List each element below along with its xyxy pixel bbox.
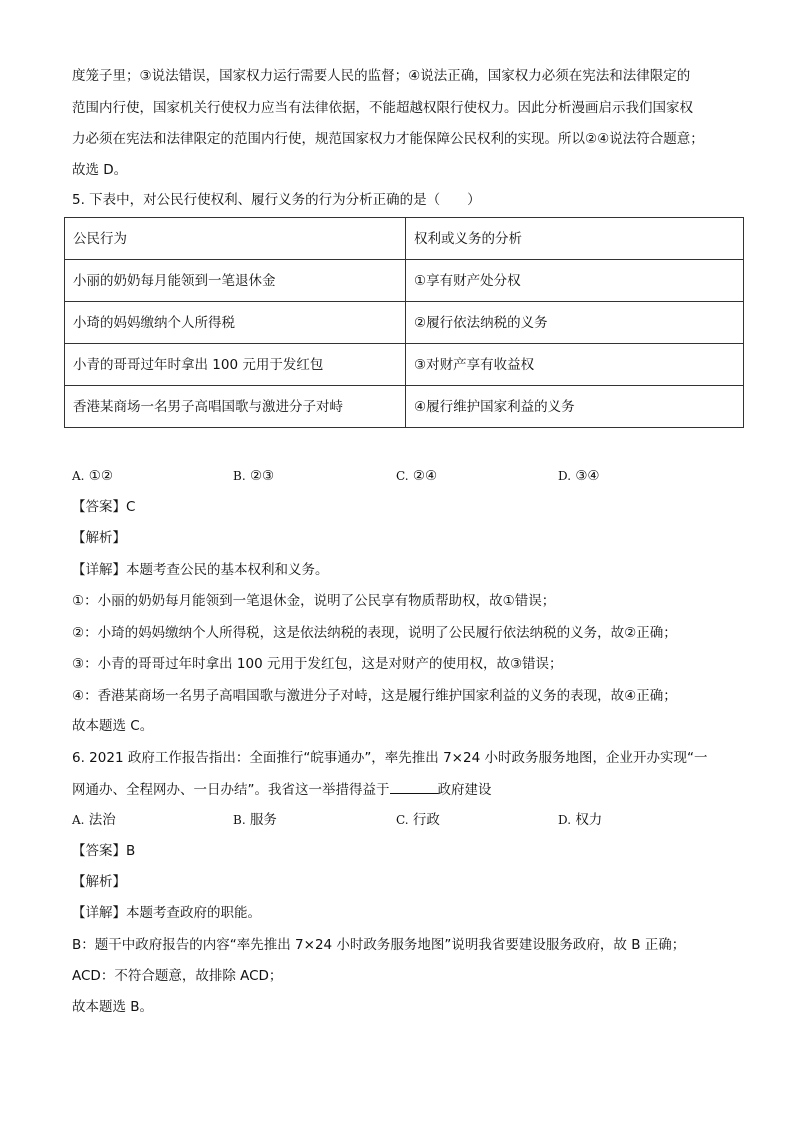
stem-text: 网通办、全程网办、一日办结”。我省这一举措得益于 — [72, 782, 390, 798]
question-6-answer — [72, 841, 135, 861]
answer-blank — [390, 779, 438, 794]
table-header-cell: 权利或义务的分析 — [406, 218, 744, 260]
stem-text: 政府建设 — [437, 782, 492, 798]
question-5-detail — [72, 560, 329, 580]
explanation-line: ④：香港某商场一名男子高唱国歌与激进分子对峙，这是履行维护国家利益的义务的表现，故④正确； — [72, 688, 677, 704]
option-text: ③④ — [575, 468, 600, 484]
table-row — [65, 302, 744, 344]
option-text: 服务 — [249, 812, 277, 828]
detail-label: 【详解】 — [72, 562, 126, 578]
option-text: 权力 — [575, 812, 603, 828]
question-5-option-d — [558, 466, 600, 486]
option-letter: A. — [72, 469, 85, 483]
explanation-line: ①：小丽的奶奶每月能领到一笔退休金，说明了公民享有物质帮助权，故①错误； — [72, 593, 556, 609]
intro-line: 故选 D。 — [72, 162, 128, 178]
question-5-analysis-label: 【解析】 — [72, 530, 126, 546]
table-cell: ④履行维护国家利益的义务 — [406, 386, 744, 428]
table-cell: 小青的哥哥过年时拿出 100 元用于发红包 — [65, 344, 406, 386]
table-header-row — [65, 218, 744, 260]
option-letter: C. — [396, 469, 409, 483]
question-5-option-a — [72, 466, 113, 486]
question-5-option-c — [396, 466, 437, 486]
question-6-detail — [72, 903, 261, 923]
question-6-option-c — [396, 810, 440, 830]
detail-label: 【详解】 — [72, 905, 126, 921]
answer-value: C — [126, 499, 136, 515]
option-text: ①② — [88, 468, 113, 484]
table-row — [65, 260, 744, 302]
option-text: ②③ — [249, 468, 275, 484]
option-letter: A. — [72, 813, 85, 827]
option-letter: D. — [558, 813, 572, 827]
table-row — [65, 344, 744, 386]
option-text: ②④ — [412, 468, 438, 484]
question-6-option-b — [233, 810, 277, 830]
question-5-option-b — [233, 466, 274, 486]
explanation-line: ③：小青的哥哥过年时拿出 100 元用于发红包，这是对财产的使用权，故③错误； — [72, 656, 563, 672]
answer-label: 【答案】 — [72, 843, 126, 859]
question-5-table — [64, 217, 744, 428]
conclusion-line: 故本题选 B。 — [72, 999, 154, 1015]
explanation-line: B：题干中政府报告的内容“率先推出 7×24 小时政务服务地图”说明我省要建设服务政府，故 B 正确； — [72, 937, 686, 953]
table-cell: ②履行依法纳税的义务 — [406, 302, 744, 344]
question-6-analysis-label: 【解析】 — [72, 874, 126, 890]
option-letter: D. — [558, 469, 572, 483]
option-letter: C. — [396, 813, 409, 827]
explanation-line: ACD：不符合题意，故排除 ACD； — [72, 968, 283, 984]
table-cell: 香港某商场一名男子高唱国歌与激进分子对峙 — [65, 386, 406, 428]
intro-line: 范围内行使，国家机关行使权力应当有法律依据，不能超越权限行使权力。因此分析漫画启示我们国家权 — [72, 100, 693, 116]
detail-text: 本题考查公民的基本权利和义务。 — [126, 562, 329, 578]
table-cell: ①享有财产处分权 — [406, 260, 744, 302]
conclusion-line: 故本题选 C。 — [72, 718, 154, 734]
question-6-stem-line1: 6. 2021 政府工作报告指出：全面推行“皖事通办”，率先推出 7×24 小时政务服务地图，企业开办实现“一 — [72, 750, 708, 766]
intro-line: 度笼子里；③说法错误，国家权力运行需要人民的监督；④说法正确，国家权力必须在宪法和法律限定的 — [72, 68, 691, 84]
detail-text: 本题考查政府的职能。 — [126, 905, 261, 921]
option-text: 法治 — [88, 812, 116, 828]
intro-line: 力必须在宪法和法律限定的范围内行使，规范国家权力才能保障公民权利的实现。所以②④说法符合题意； — [72, 131, 704, 147]
explanation-line: ②：小琦的妈妈缴纳个人所得税，这是依法纳税的表现，说明了公民履行依法纳税的义务，故②正确； — [72, 625, 677, 641]
answer-value: B — [126, 843, 136, 859]
option-text: 行政 — [412, 812, 440, 828]
question-6-option-d — [558, 810, 602, 830]
table-cell: 小丽的奶奶每月能领到一笔退休金 — [65, 260, 406, 302]
question-6-option-a — [72, 810, 116, 830]
table-cell: 小琦的妈妈缴纳个人所得税 — [65, 302, 406, 344]
question-5-answer — [72, 497, 135, 517]
table-header-cell: 公民行为 — [65, 218, 406, 260]
option-letter: B. — [233, 469, 246, 483]
answer-label: 【答案】 — [72, 499, 126, 515]
table-cell: ③对财产享有收益权 — [406, 344, 744, 386]
question-6-stem-line2 — [72, 779, 492, 800]
table-row — [65, 386, 744, 428]
question-5-stem: 5. 下表中，对公民行使权利、履行义务的行为分析正确的是（ ） — [72, 192, 481, 208]
option-letter: B. — [233, 813, 246, 827]
